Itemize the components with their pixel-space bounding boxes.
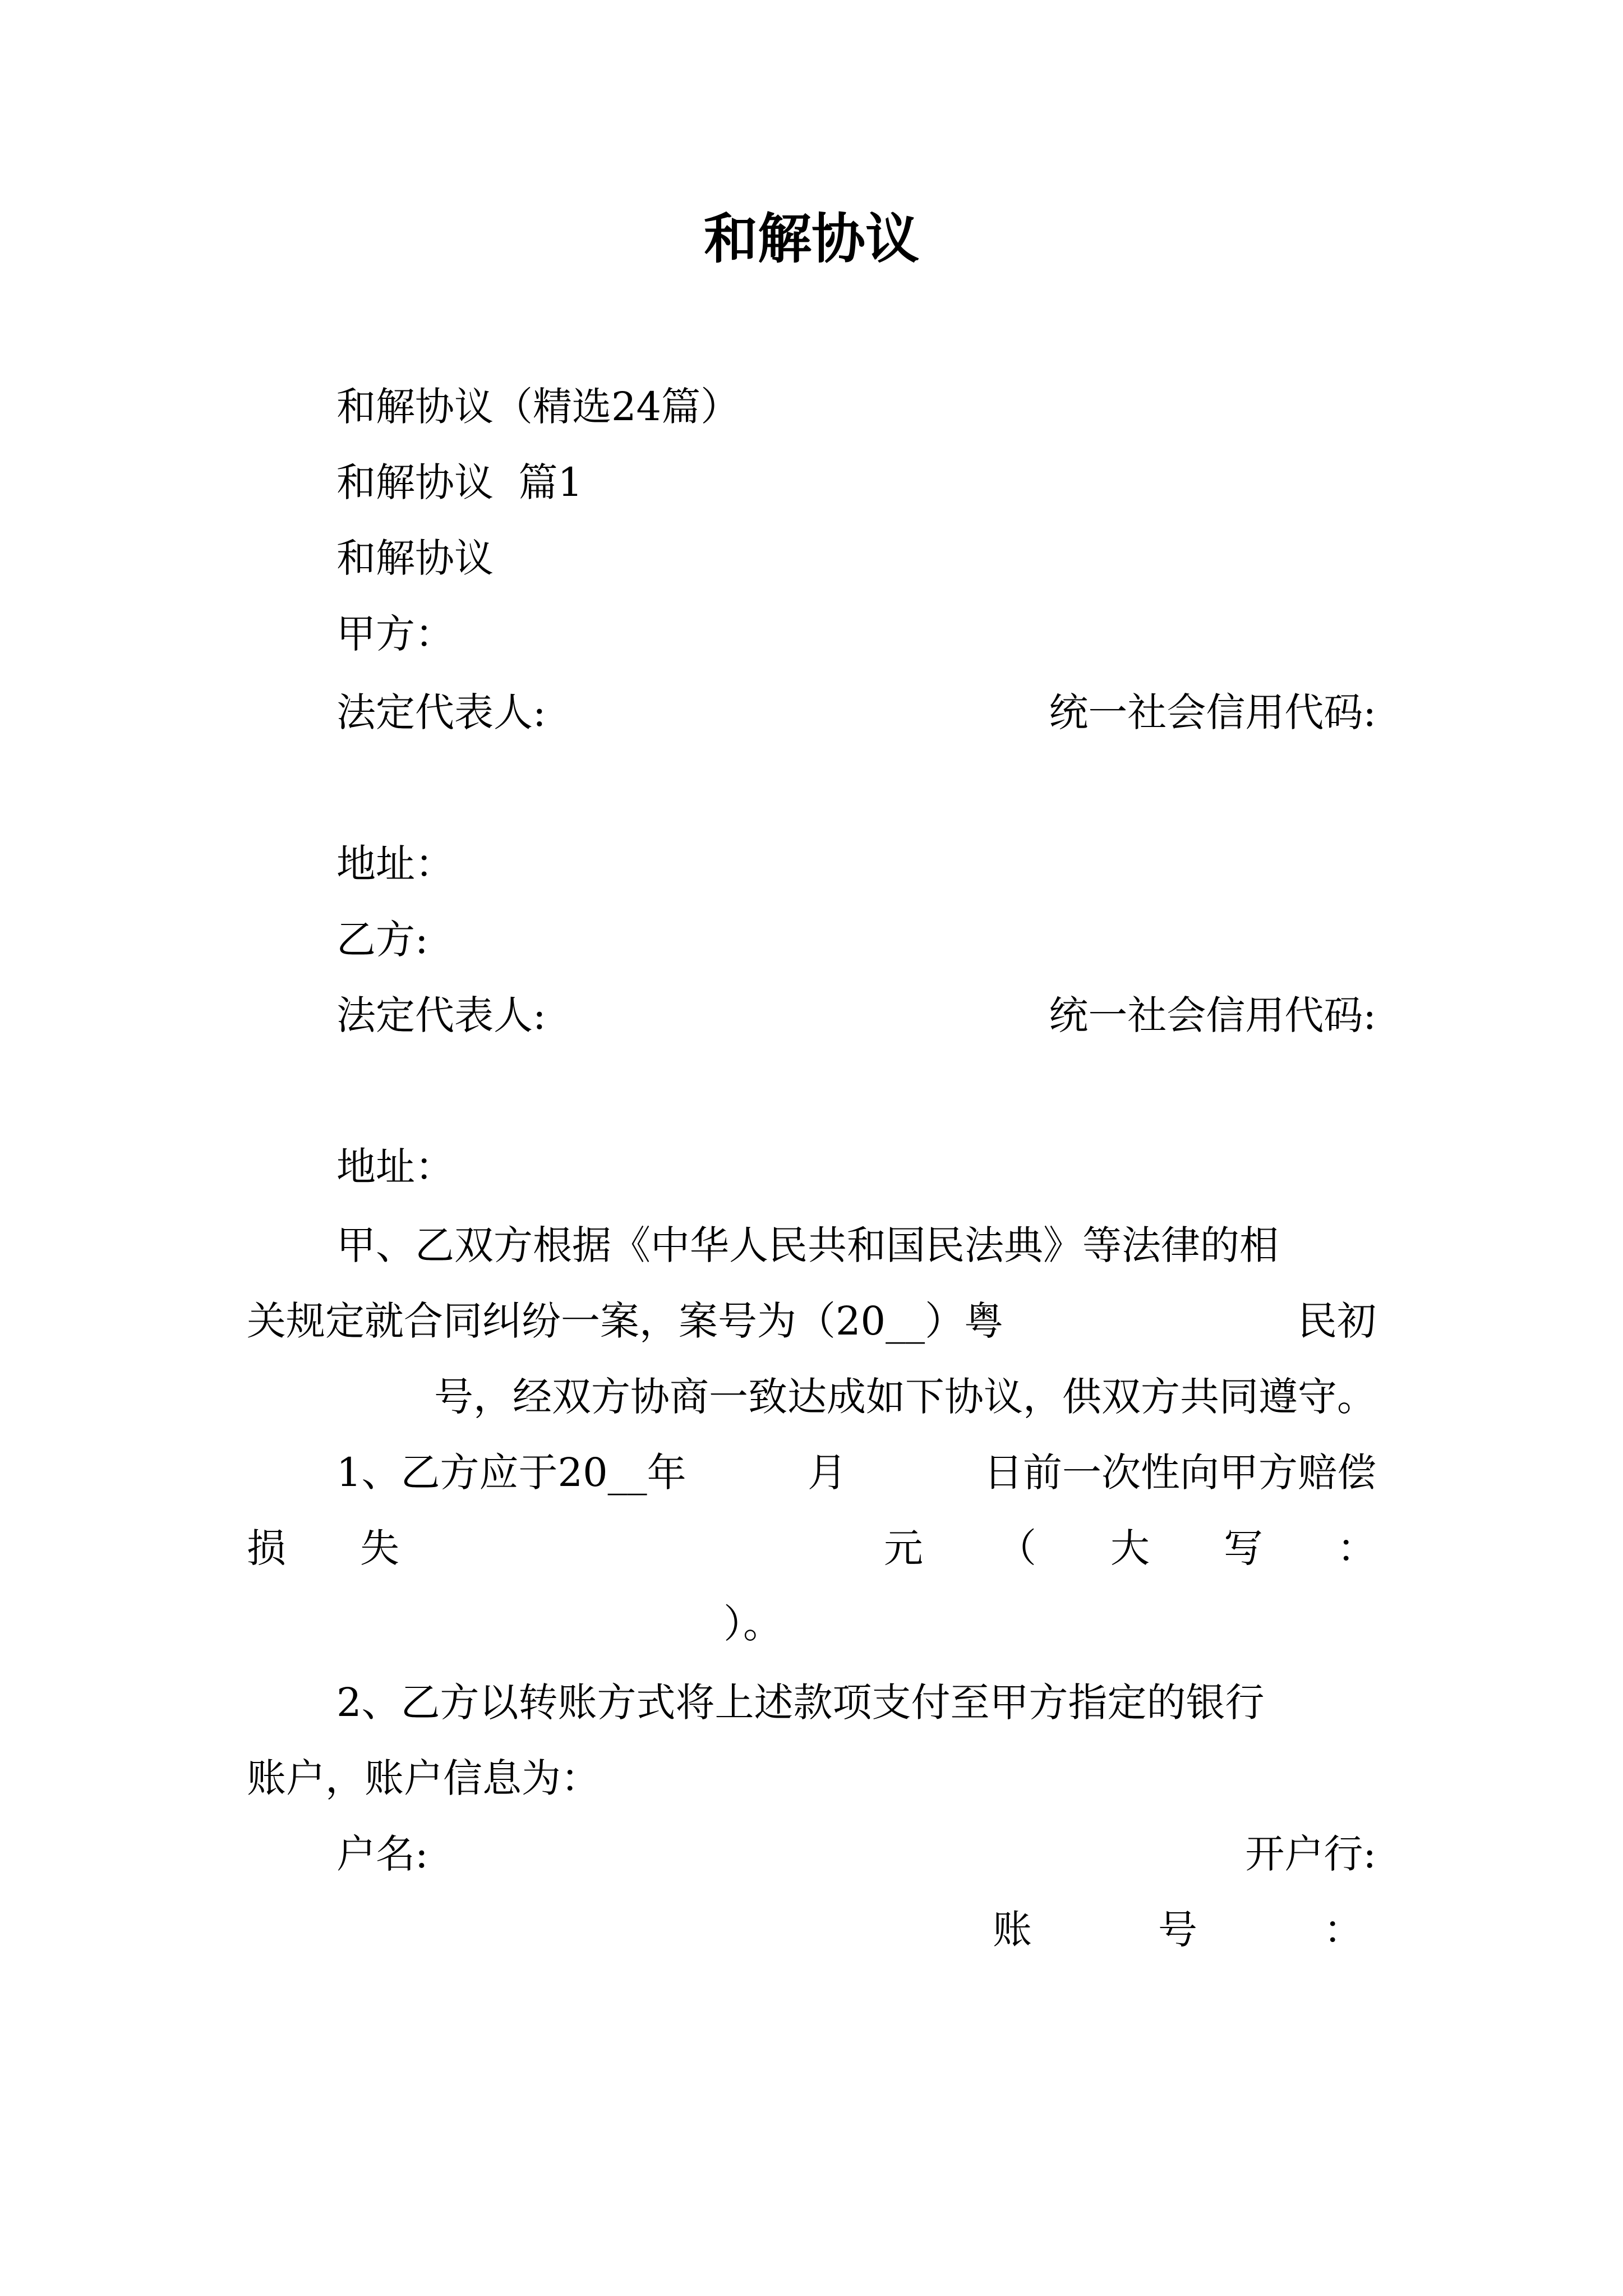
paragraph-1-line-2-end: 民初 [1298,1298,1376,1344]
party-a-representative: 法定代表人: [336,689,546,735]
text-segment: （ [997,1525,1036,1571]
paragraph-2-line-3: ）。 [723,1601,782,1647]
text-segment: 账 [993,1907,1032,1953]
text-segment: 写 [1224,1525,1263,1571]
party-b-credit-code: 统一社会信用代码: [1049,992,1376,1038]
party-b-address: 地址： [336,1144,454,1190]
paragraph-3-line-2: 账户，账户信息为： [247,1755,600,1801]
text-segment [473,1529,810,1568]
party-a-address: 地址： [336,841,454,887]
paragraph-2-line-1-c: 日前一次性向甲方赔偿 [984,1450,1376,1496]
paragraph-1-line-2: 关规定就合同纠纷一案，案号为（20__）粤 [247,1298,1004,1344]
subtitle: 和解协议（精选24篇） [336,384,740,430]
account-number-label [993,1907,1363,1953]
paragraph-2-line-2 [247,1525,1376,1571]
text-segment: 失 [360,1525,399,1571]
text-segment: 元 [884,1525,923,1571]
text-segment: 大 [1110,1525,1150,1571]
paragraph-1-line-1: 甲、乙双方根据《中华人民共和国民法典》等法律的相 [336,1222,1279,1268]
account-name-label: 户名: [336,1831,428,1877]
part-heading: 和解协议 篇1 [336,459,583,505]
party-b-label: 乙方: [336,917,428,963]
agreement-heading: 和解协议 [336,535,494,581]
text-segment: 号 [1158,1907,1197,1953]
paragraph-1-line-3: 号，经双方协商一致达成如下协议，供双方共同遵守。 [434,1374,1376,1420]
party-b-representative: 法定代表人: [336,992,546,1038]
text-segment: 损 [247,1525,286,1571]
paragraph-2-line-1-b: 月 [808,1450,847,1496]
party-a-label: 甲方： [336,611,454,657]
text-segment: ： [1337,1525,1376,1571]
paragraph-3-line-1: 2、乙方以转账方式将上述款项支付至甲方指定的银行 [336,1680,1265,1726]
bank-label: 开户行: [1245,1831,1376,1877]
paragraph-2-line-1-a: 1、乙方应于20__年 [336,1450,686,1496]
text-segment: ： [1324,1907,1363,1953]
document-title: 和解协议 [704,208,919,270]
party-a-credit-code: 统一社会信用代码: [1049,689,1376,735]
